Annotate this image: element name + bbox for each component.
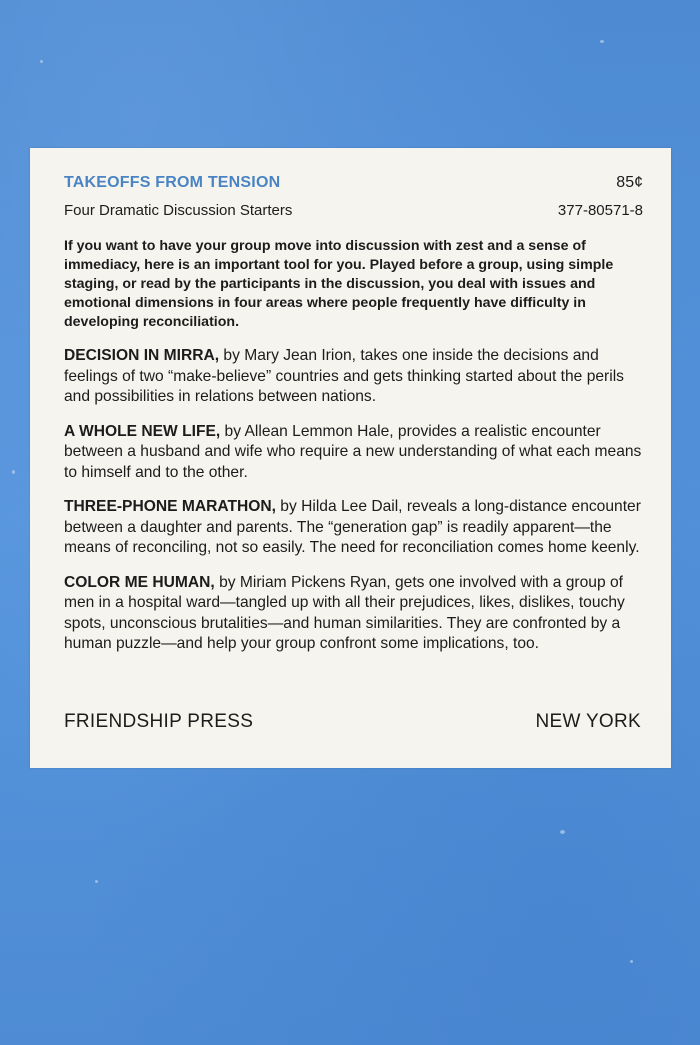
play-description: by Allean Lemmon Hale, provides a realistic encounter between a husband and wife who require a new understanding of what each means to himself and to the other. xyxy=(64,422,642,481)
paper-speck xyxy=(600,40,604,43)
paper-speck xyxy=(560,830,565,834)
play-entry-a-whole-new-life xyxy=(64,422,643,484)
paper-speck xyxy=(12,470,15,474)
title-row xyxy=(64,174,643,192)
play-entry-color-me-human xyxy=(64,573,643,655)
book-title: TAKEOFFS FROM TENSION xyxy=(64,174,281,191)
publisher-row xyxy=(64,711,641,733)
price: 85¢ xyxy=(616,174,643,191)
play-description: by Miriam Pickens Ryan, gets one involved with a group of men in a hospital ward—tangled up with all their prejudices, likes, dislikes, touchy spots, unconscious brutalities—and human similarities. They are confronted by a human puzzle—and help your group confront some implications, too. xyxy=(64,573,625,652)
intro-paragraph: If you want to have your group move into discussion with zest and a sense of immediacy, here is an important tool for you. Played before a group, using simple staging, or read by the participants in the discussion, you deal with issues and emotional dimensions in four areas where people frequently have difficulty in developing reconciliation. xyxy=(64,238,614,330)
play-entry-three-phone-marathon xyxy=(64,497,643,559)
play-title: DECISION IN MIRRA, xyxy=(64,347,220,364)
play-title: A WHOLE NEW LIFE, xyxy=(64,422,221,440)
publisher-name: FRIENDSHIP PRESS xyxy=(64,711,254,732)
publisher-city: NEW YORK xyxy=(535,711,641,732)
play-entry-decision-in-mirra xyxy=(64,346,643,408)
paper-speck xyxy=(630,960,633,963)
book-subtitle: Four Dramatic Discussion Starters xyxy=(64,202,293,219)
play-description: by Hilda Lee Dail, reveals a long-distance encounter between a daughter and parents. The “generation gap” is readily apparent—the means of reconciling, not so easily. The need for reconciliation comes home keenly. xyxy=(64,498,641,556)
isbn-number: 377-80571-8 xyxy=(557,202,643,219)
paper-speck xyxy=(95,880,98,883)
play-description: by Mary Jean Irion, takes one inside the decisions and feelings of two “make-believe” countries and gets thinking started about the perils and possibilities in relations between nations. xyxy=(64,347,624,405)
back-cover-label xyxy=(30,148,671,768)
play-title: THREE-PHONE MARATHON, xyxy=(64,498,276,515)
play-title: COLOR ME HUMAN, xyxy=(64,573,215,591)
paper-speck xyxy=(40,60,43,63)
subtitle-row xyxy=(64,202,643,219)
